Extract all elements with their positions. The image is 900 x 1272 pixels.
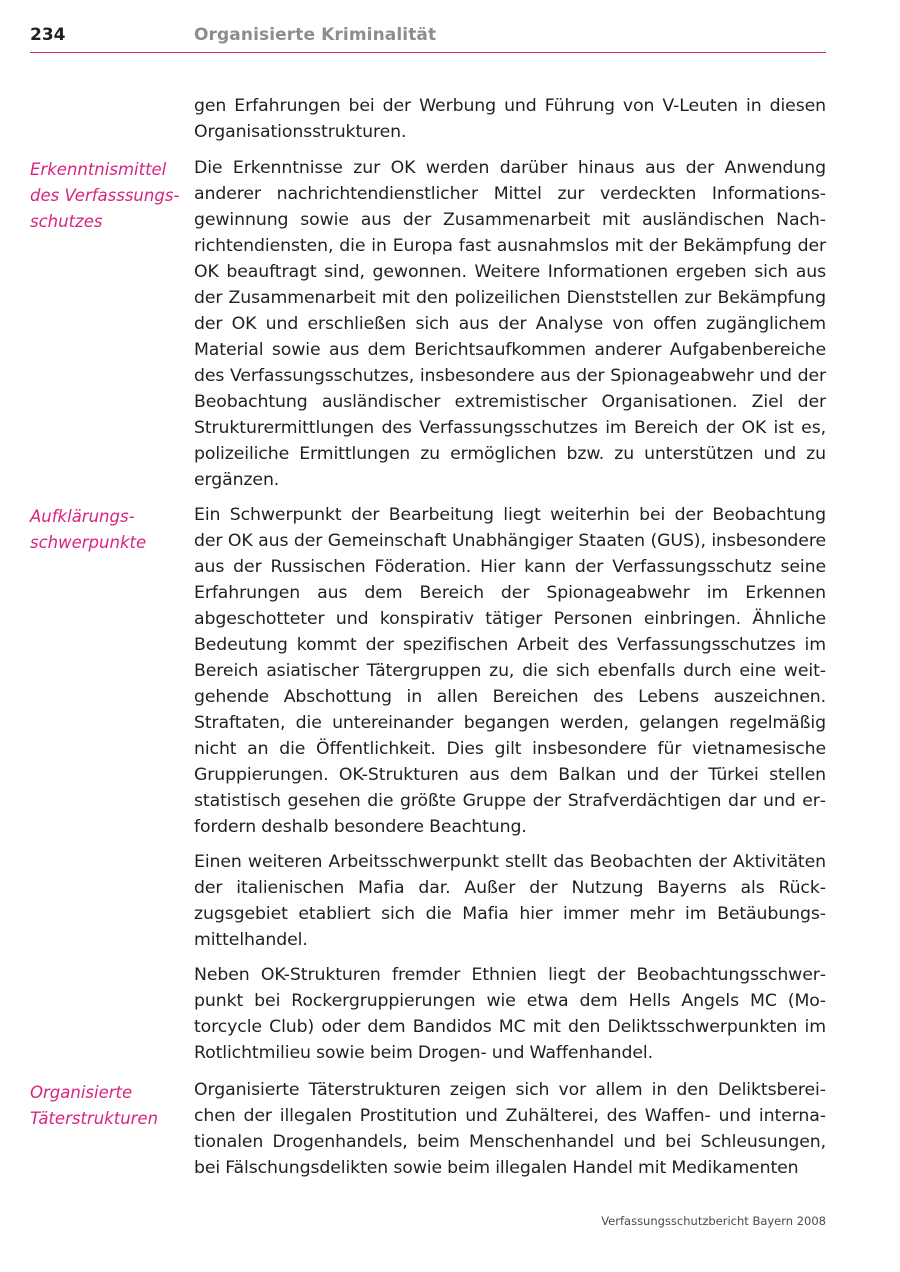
margin-note-line: schutzes [30, 212, 103, 231]
page-footer: Verfassungsschutzbericht Bayern 2008 [601, 1214, 826, 1228]
paragraph-continuation: gen Erfahrungen bei der Werbung und Führung von V-Leuten in diesen Organisationsstrukturen. [194, 96, 826, 142]
margin-note-line: Aufklärungs- [30, 507, 135, 526]
margin-note-line: Erkenntnismittel [30, 160, 167, 179]
page-number: 234 [30, 25, 66, 45]
margin-note-line: des Verfasssungs- [30, 186, 180, 205]
page-header [30, 22, 826, 53]
paragraph-taeterstrukturen: Organisierte Täterstrukturen zeigen sich vor allem in den Deliktsbereichen der illegalen Prostitution und Zuhälterei, des Waffen- und internationalen Drogenhandels, beim Menschenhandel und bei Schleusungen, bei Fälschungsdelikten sowie beim illegalen Handel mit Medikamenten [194, 1080, 826, 1178]
margin-note-taeterstrukturen [30, 1080, 190, 1132]
paragraph-schwerpunkt: Ein Schwerpunkt der Bearbeitung liegt weiterhin bei der Beobachtung der OK aus der Gemeinschaft Unabhängiger Staaten (GUS), insbesondere aus der Russischen Föderation. Hier kann der Verfassungsschutz seine Erfahrungen aus dem Bereich der Spionageabwehr im Erkennen abgeschotteter und konspirativ tätiger Personen einbringen. Ähnliche Bedeutung kommt der spezifischen Arbeit des Verfassungsschutzes im Bereich asiatischer Tätergruppen zu, die sich ebenfalls durch eine weitgehende Abschottung in allen Bereichen des Lebens auszeichnen. Straftaten, die untereinander begangen werden, gelangen regelmäßig nicht an die Öffentlichkeit. Dies gilt insbesondere für vietnamesische Gruppierungen. OK-Strukturen aus dem Balkan und der Türkei stellen statistisch gesehen die größte Gruppe der Strafverdächtigen dar und erfordern deshalb besondere Beachtung. [194, 505, 826, 837]
running-title: Organisierte Kriminalität [194, 25, 437, 45]
margin-note-line: Organisierte [30, 1083, 133, 1102]
paragraph-mafia: Einen weiteren Arbeitsschwerpunkt stellt das Beobachten der Aktivitäten der italienischen Mafia dar. Außer der Nutzung Bayerns als Rückzugsgebiet etabliert sich die Mafia hier immer mehr im Betäubungsmittelhandel. [194, 852, 826, 950]
margin-note-line: Täterstrukturen [30, 1109, 159, 1128]
paragraph-rocker: Neben OK-Strukturen fremder Ethnien liegt der Beobachtungsschwerpunkt bei Rockergruppierungen wie etwa dem Hells Angels MC (Motorcycle Club) oder dem Bandidos MC mit den Deliktsschwerpunkten im Rotlichtmilieu sowie beim Drogen- und Waffenhandel. [194, 965, 826, 1063]
margin-note-aufklaerung [30, 504, 190, 556]
paragraph-erkenntnisse: Die Erkenntnisse zur OK werden darüber hinaus aus der Anwendung anderer nachrichtendienstlicher Mittel zur verdeckten Informationsgewinnung sowie aus der Zusammenarbeit mit ausländischen Nachrichtendiensten, die in Europa fast ausnahmslos mit der Bekämpfung der OK beauftragt sind, gewonnen. Weitere Informationen ergeben sich aus der Zusammenarbeit mit den polizeilichen Dienststellen zur Bekämpfung der OK und erschließen sich aus der Analyse von offen zugänglichem Material sowie aus dem Berichtsaufkommen anderer Aufgabenbereiche des Verfassungsschutzes, insbesondere aus der Spionageabwehr und der Beobachtung ausländischer extremistischer Organisationen. Ziel der Strukturermittlungen des Verfassungsschutzes im Bereich der OK ist es, polizeiliche Ermittlungen zu ermöglichen bzw. zu unterstützen und zu ergänzen. [194, 158, 826, 490]
margin-note-line: schwerpunkte [30, 533, 147, 552]
margin-note-erkenntnismittel [30, 157, 190, 235]
